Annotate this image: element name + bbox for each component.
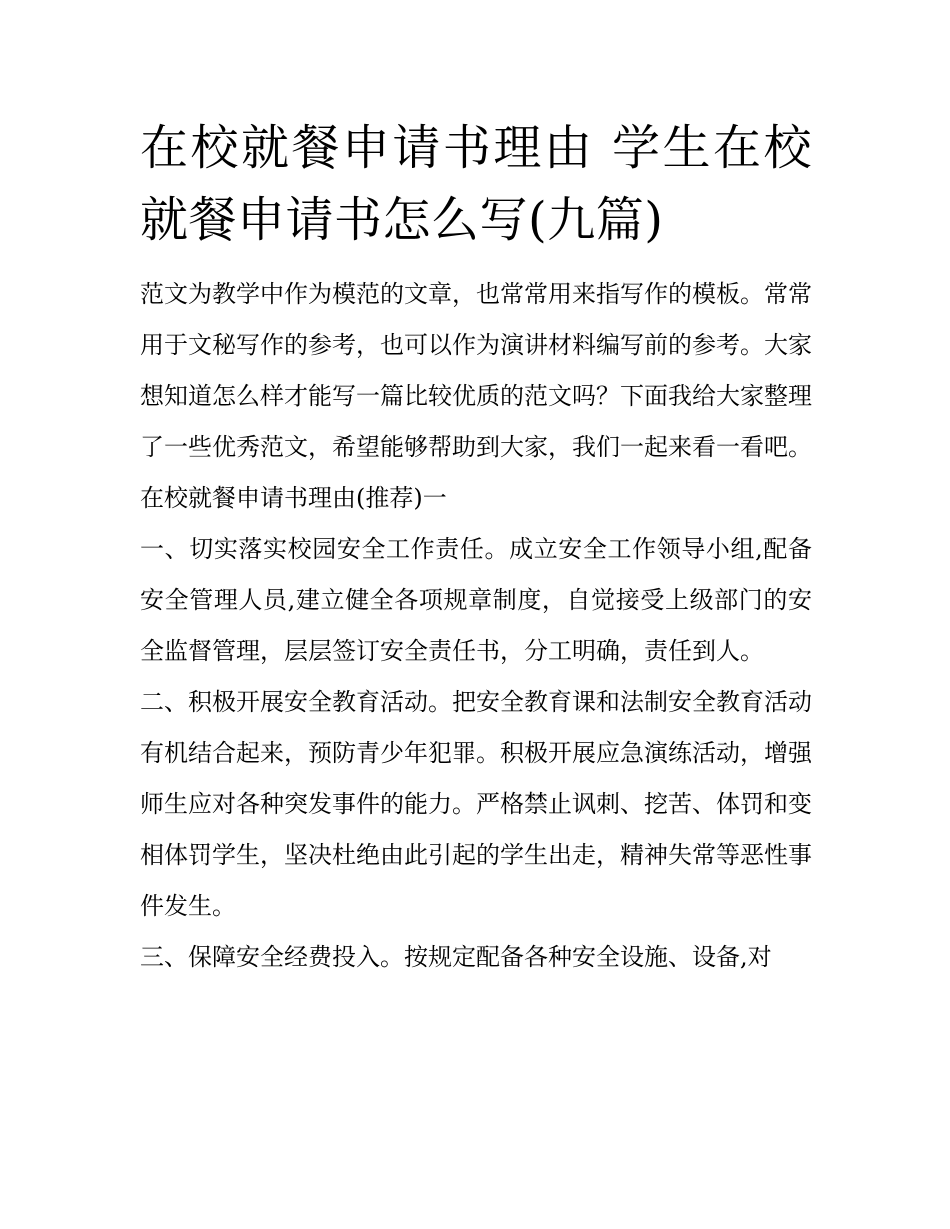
document-body	[140, 269, 812, 983]
section-heading: 在校就餐申请书理由(推荐)一	[140, 484, 447, 512]
body-paragraph: 一、切实落实校园安全工作责任。成立安全工作领导小组,配备安全管理人员,建立健全各项规章制度，自觉接受上级部门的安全监督管理，层层签订安全责任书，分工明确，责任到人。	[140, 535, 812, 665]
document-content	[140, 112, 812, 983]
intro-paragraph: 范文为教学中作为模范的文章，也常常用来指写作的模板。常常用于文秘写作的参考，也可以作为演讲材料编写前的参考。大家想知道怎么样才能写一篇比较优质的范文吗？下面我给大家整理了一些优秀范文，希望能够帮助到大家，我们一起来看一看吧。	[140, 280, 812, 461]
body-paragraph: 三、保障安全经费投入。按规定配备各种安全设施、设备,对	[140, 943, 772, 971]
body-paragraph: 二、积极开展安全教育活动。把安全教育课和法制安全教育活动有机结合起来，预防青少年犯罪。积极开展应急演练活动，增强师生应对各种突发事件的能力。严格禁止讽刺、挖苦、体罚和变相体罚学生，坚决杜绝由此引起的学生出走，精神失常等恶性事件发生。	[140, 688, 812, 920]
document-title: 在校就餐申请书理由 学生在校就餐申请书怎么写(九篇)	[140, 120, 812, 248]
